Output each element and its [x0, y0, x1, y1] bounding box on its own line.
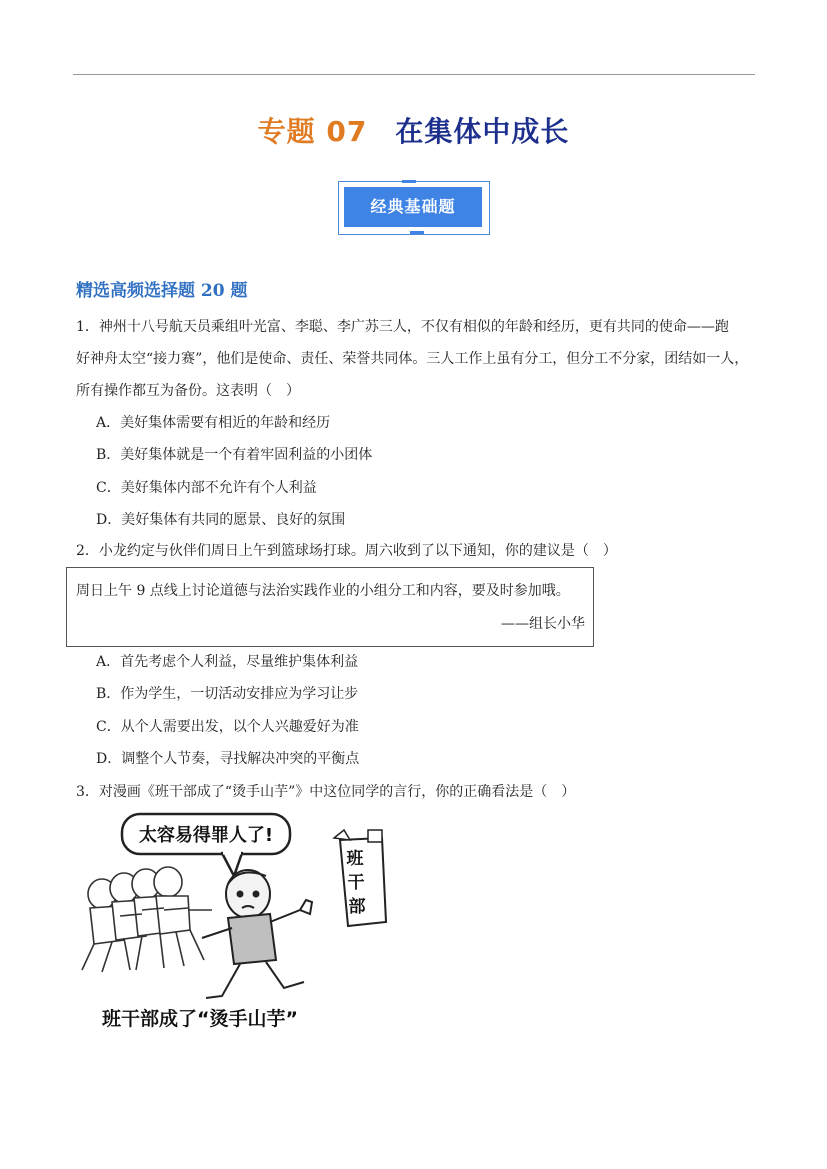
- question-1-stem: [76, 311, 756, 407]
- question-2-option-c: C．从个人需要出发，以个人兴趣爱好为准: [96, 719, 359, 735]
- difficulty-badge: [338, 181, 490, 235]
- cartoon-caption: 班干部成了“烫手山芋”: [102, 1008, 298, 1030]
- class-cadre-sign: [334, 830, 386, 926]
- stem-line: 1．神州十八号航天员乘组叶光富、李聪、李广苏三人，不仅有相似的年龄和经历，更有共同的使命——跑: [76, 319, 729, 335]
- page-title: [0, 110, 827, 150]
- notice-box: [66, 567, 594, 647]
- question-3-stem: 3．对漫画《班干部成了“烫手山芋”》中这位同学的言行，你的正确看法是（ ）: [76, 784, 576, 800]
- notice-text: 周日上午 9 点线上讨论道德与法治实践作业的小组分工和内容，要及时参加哦。: [76, 583, 570, 599]
- question-1-option-a: A．美好集体需要有相近的年龄和经历: [96, 415, 331, 431]
- question-2-option-a: A．首先考虑个人利益，尽量维护集体利益: [96, 654, 359, 670]
- title-text: 在集体中成长: [395, 115, 570, 148]
- header-rule: [73, 74, 755, 75]
- question-2-option-b: B．作为学生，一切活动安排应为学习让步: [96, 686, 359, 702]
- sign-char-2: 干: [347, 873, 365, 893]
- stem-line: 好神舟太空“接力赛”，他们是使命、责任、荣誉共同体。三人工作上虽有分工，但分工不分家，团结如一人，: [76, 351, 749, 367]
- title-number: 专题 07: [257, 115, 368, 148]
- section-title: 精选高频选择题 20 题: [76, 281, 248, 301]
- stem-line: 所有操作都互为备份。这表明（ ）: [76, 383, 300, 399]
- cartoon-illustration: [72, 810, 402, 1040]
- crowd-of-students: [82, 867, 212, 972]
- main-student: [202, 870, 312, 998]
- notice-signature: ——组长小华: [501, 616, 585, 632]
- sign-char-3: 部: [348, 897, 366, 917]
- speech-bubble: [122, 814, 290, 876]
- sign-char-1: 班: [346, 849, 364, 869]
- question-2-option-d: D．调整个人节奏，寻找解决冲突的平衡点: [96, 751, 360, 767]
- badge-label: 经典基础题: [344, 187, 482, 227]
- question-2-stem: 2．小龙约定与伙伴们周日上午到篮球场打球。周六收到了以下通知，你的建议是（ ）: [76, 543, 617, 559]
- question-1-option-c: C．美好集体内部不允许有个人利益: [96, 480, 317, 496]
- question-1-option-b: B．美好集体就是一个有着牢固利益的小团体: [96, 447, 373, 463]
- badge-tab-bottom: [410, 231, 424, 234]
- question-1-option-d: D．美好集体有共同的愿景、良好的氛围: [96, 512, 346, 528]
- badge-tab-top: [402, 180, 416, 183]
- speech-text: 太容易得罪人了!: [138, 825, 274, 846]
